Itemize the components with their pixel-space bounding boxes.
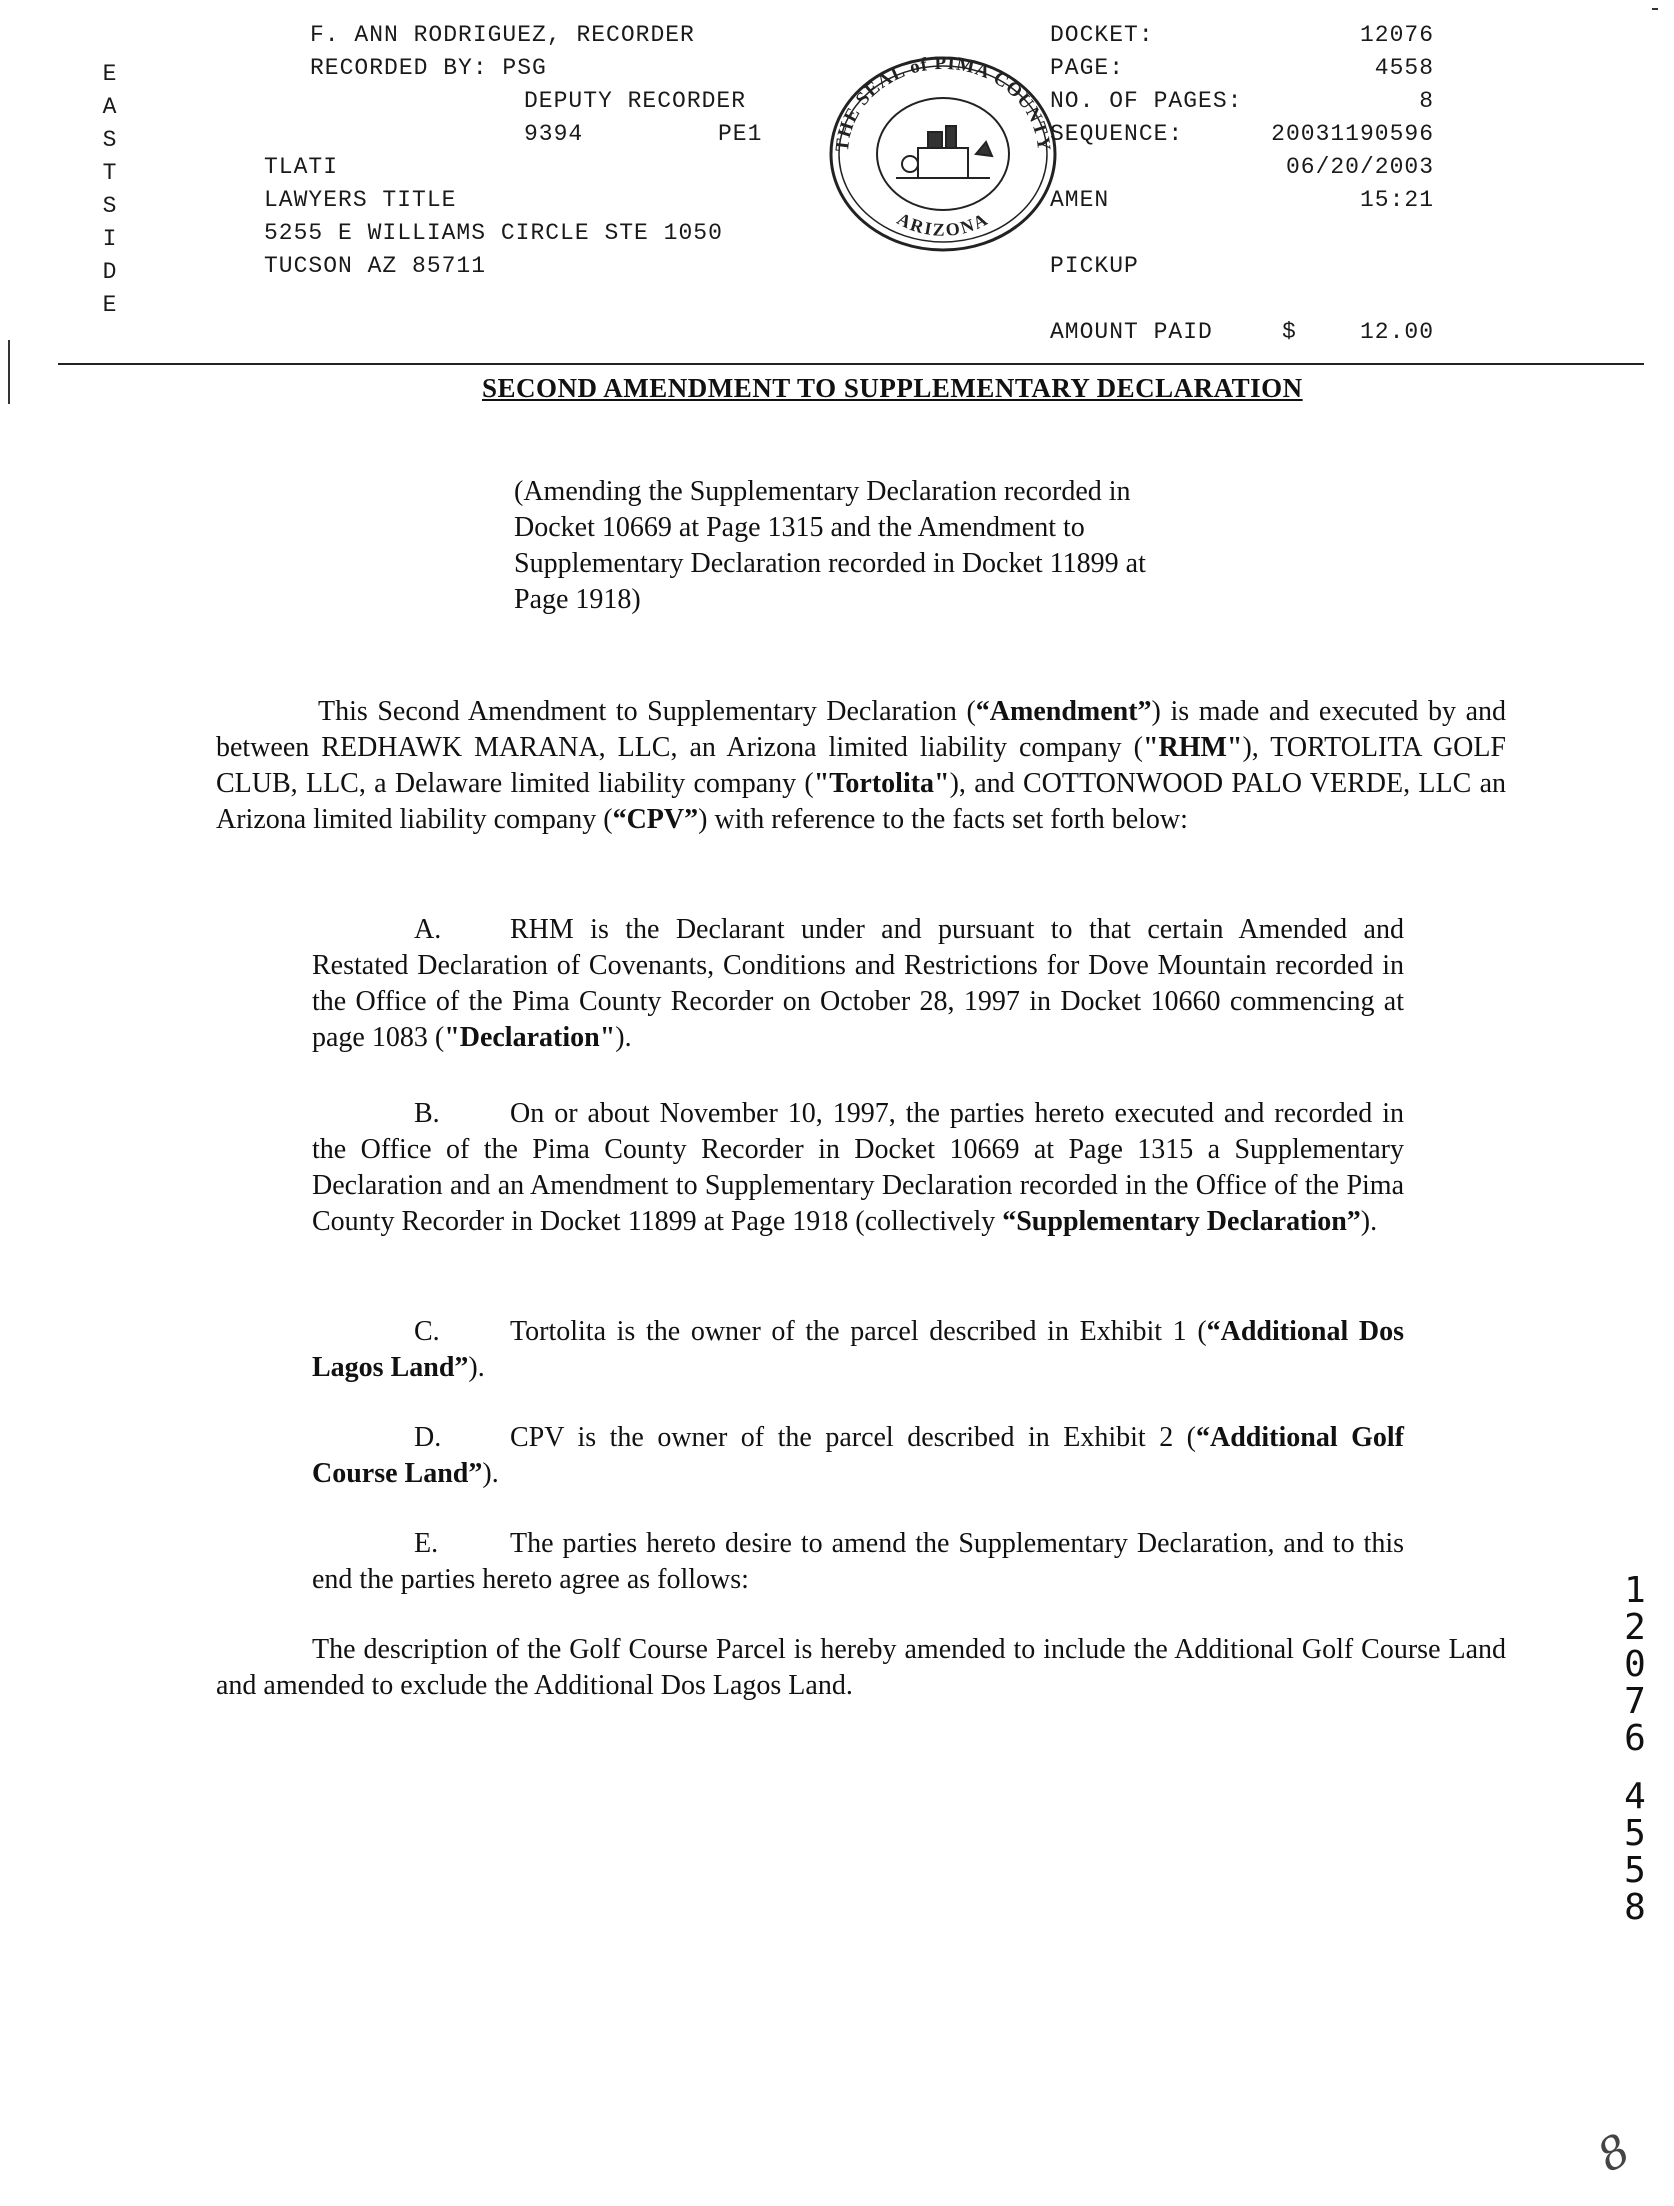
side-digit: 6 [1624,1718,1646,1759]
intro-text: This Second Amendment to Supplementary Declaration ( [318,696,976,727]
page-mark: 8 [1589,2124,1639,2183]
recital-c [312,1314,1404,1386]
side-digit: 5 [1624,1813,1646,1854]
return-to-line: 5255 E WILLIAMS CIRCLE STE 1050 [264,220,723,246]
return-to-line: LAWYERS TITLE [264,187,457,213]
recital-letter: B. [414,1098,440,1129]
docket-label: DOCKET: [1050,22,1154,48]
side-digit: 1 [1624,1570,1646,1611]
defined-term: “Amendment” [975,696,1152,727]
recorder-code-2: PE1 [718,121,763,147]
side-digit: 5 [1624,1850,1646,1891]
side-page-number [1620,1778,1650,1926]
seal-text: THE SEAL of PIMA COUNTY [831,54,1055,153]
recital-text: ). [1360,1206,1378,1237]
recital-text: ). [615,1022,632,1053]
county-seal-icon [826,54,1060,254]
amount-currency: $ [1282,319,1297,345]
side-digit: 2 [1624,1607,1646,1648]
recital-text: The parties hereto desire to amend the Supplementary Declaration, and to this end the parties hereto agree as follows: [312,1528,1404,1595]
document-subtitle: (Amending the Supplementary Declaration recorded in Docket 10669 at Page 1315 and the Amendment to Supplementary Declaration recorded in Docket 11899 at Page 1918) [514,476,1146,615]
vertical-letter: E [102,292,118,318]
deputy-recorder: DEPUTY RECORDER [524,88,747,114]
scan-mark [1652,8,1658,10]
page-value: 4558 [1374,55,1434,81]
recital-text: ). [468,1352,485,1383]
closing-paragraph: The description of the Golf Course Parcel is hereby amended to include the Additional Golf Course Land and amended to exclude the Additional Dos Lagos Land. [216,1634,1506,1701]
vertical-letter: D [102,259,118,285]
recorder-name: F. ANN RODRIGUEZ, RECORDER [310,22,695,48]
side-digit: 4 [1624,1776,1646,1817]
pickup-label: PICKUP [1050,253,1139,279]
recital-text: CPV is the owner of the parcel described in Exhibit 2 ( [510,1422,1197,1453]
defined-term: "Tortolita" [813,768,950,799]
intro-text: ) is made and executed by and between REDHAWK MARANA, LLC, an Arizona limited liability company ( [216,696,1507,763]
recital-d [312,1420,1404,1492]
recorded-by: RECORDED BY: PSG [310,55,547,81]
return-to-line: TLATI [264,154,339,180]
svg-text:ARIZONA [894,208,992,240]
recital-text: Tortolita is the owner of the parcel described in Exhibit 1 ( [510,1316,1207,1347]
intro-paragraph [216,694,1506,838]
sequence-label: SEQUENCE: [1050,121,1184,147]
scan-mark [8,340,10,404]
pages-value: 8 [1419,88,1434,114]
recital-e [312,1526,1404,1598]
document-title: SECOND AMENDMENT TO SUPPLEMENTARY DECLARATION [482,373,1303,403]
recorder-code: 9394 [524,121,584,147]
vertical-letter: E [102,61,118,87]
recital-letter: E. [414,1528,439,1559]
recital-b [312,1096,1404,1240]
header-divider [58,363,1644,365]
intro-text: ), TORTOLITA GOLF CLUB, LLC, a Delaware limited liability company ( [216,732,1507,799]
recital-letter: A. [414,914,442,945]
seal-text: ARIZONA [893,208,993,241]
vertical-letter: A [102,94,118,120]
recital-text: ). [482,1458,499,1489]
return-to-line: TUCSON AZ 85711 [264,253,487,279]
defined-term: “Additional Dos Lagos Land” [312,1316,1404,1383]
vertical-letter: I [102,226,118,252]
recital-text: On or about November 10, 1997, the parties hereto executed and recorded in the Office of the Pima County Recorder in Docket 10669 at Page 1315 a Supplementary Declaration and an Amendment to Supplementary Declaration recorded in the Office of the Pima County Recorder in Docket 11899 at Page 1918 (collectively [312,1098,1404,1237]
recital-a [312,912,1404,1056]
docket-value: 12076 [1359,22,1434,48]
recital-letter: C. [414,1316,440,1347]
amount-paid-label: AMOUNT PAID [1050,319,1213,345]
pages-label: NO. OF PAGES: [1050,88,1243,114]
defined-term: “Supplementary Declaration” [1002,1206,1361,1237]
vertical-letter: S [102,127,118,153]
intro-text: ), and COTTONWOOD PALO VERDE, LLC an Arizona limited liability company ( [216,768,1506,835]
defined-term: "Declaration" [444,1022,616,1053]
defined-term: “CPV” [612,804,699,835]
eastside-vertical-label [100,58,120,322]
page-label: PAGE: [1050,55,1125,81]
side-digit: 8 [1624,1887,1646,1928]
recorded-time: 15:21 [1359,187,1434,213]
intro-text: ) with reference to the facts set forth below: [698,804,1188,835]
sequence-value: 20031190596 [1271,121,1434,147]
svg-text:THE SEAL of PIMA COUNTY [832,54,1054,153]
recital-text: RHM is the Declarant under and pursuant to that certain Amended and Restated Declaration of Covenants, Conditions and Restrictions for Dove Mountain recorded in the Office of the Pima County Recorder on October 28, 1997 in Docket 10660 commencing at page 1083 ( [312,914,1404,1053]
recital-letter: D. [414,1422,442,1453]
vertical-letter: T [102,160,118,186]
amount-paid-value: 12.00 [1359,319,1434,345]
defined-term: “Additional Golf Course Land” [312,1422,1404,1489]
side-digit: 7 [1624,1681,1646,1722]
vertical-letter: S [102,193,118,219]
defined-term: "RHM" [1142,732,1243,763]
recorded-date: 06/20/2003 [1285,154,1434,180]
amen-label: AMEN [1050,187,1110,213]
side-digit: 0 [1624,1644,1646,1685]
side-docket-number [1620,1572,1650,1757]
